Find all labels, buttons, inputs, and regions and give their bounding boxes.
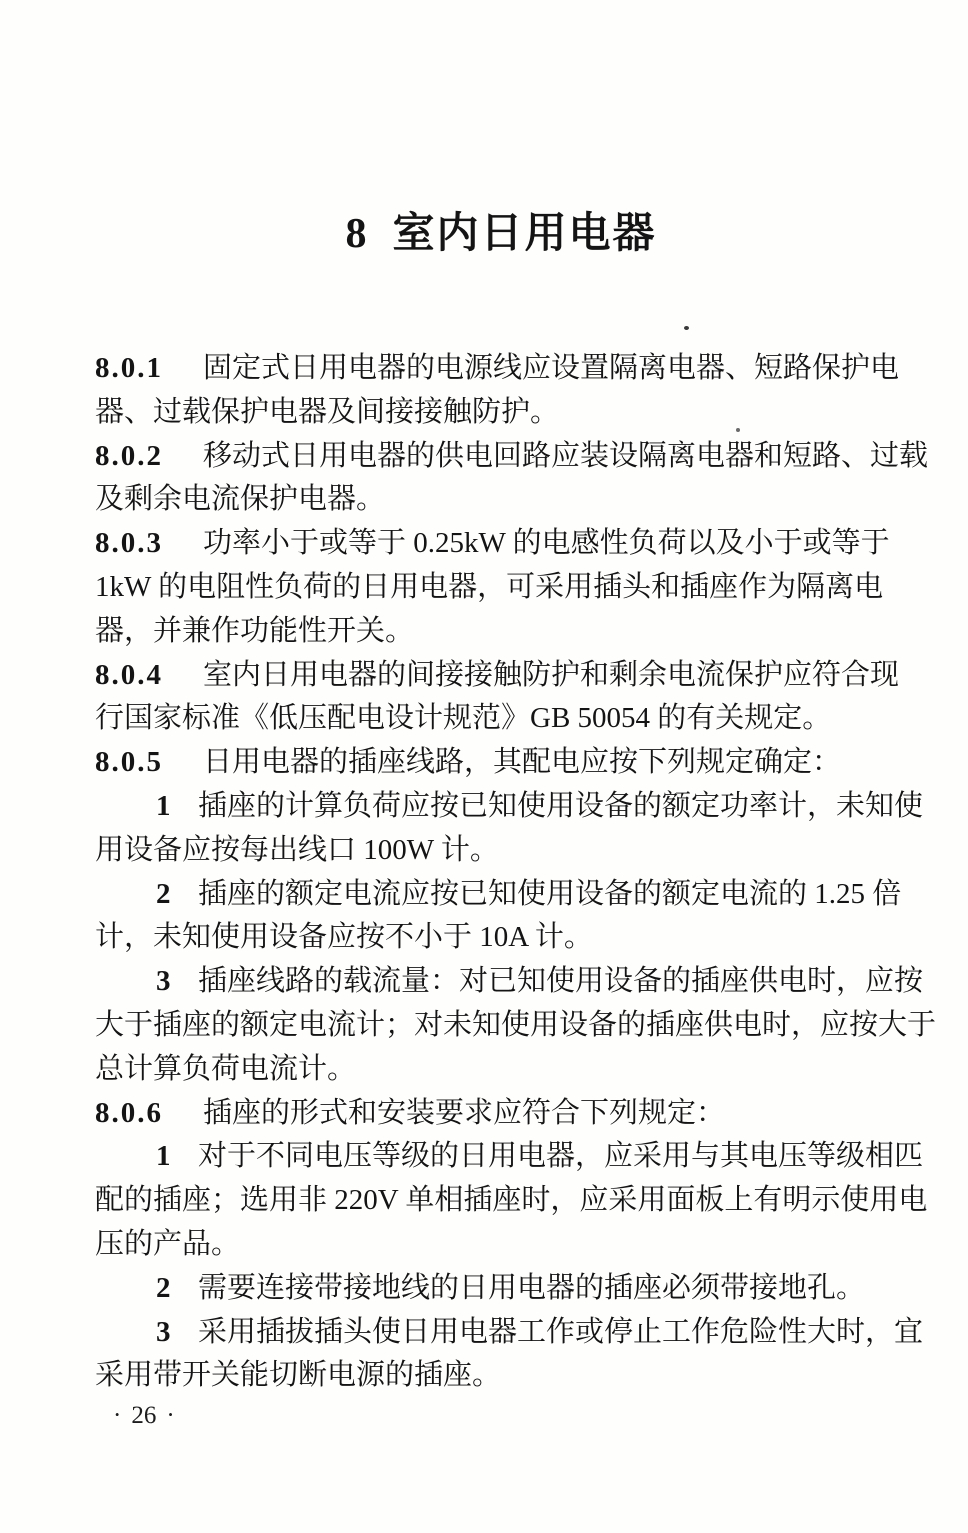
- clause-text: 行国家标准《低压配电设计规范》GB 50054 的有关规定。: [95, 702, 832, 735]
- page-number-footer: [113, 1399, 175, 1433]
- clause-8-0-4-cont: [95, 697, 915, 741]
- item-text: 采用插拔插头使日用电器工作或停止工作危险性大时，宜: [198, 1315, 924, 1348]
- clause-number: 8.0.6: [95, 1096, 163, 1129]
- item-text: 用设备应按每出线口 100W 计。: [95, 833, 499, 866]
- item-number: 2: [156, 1271, 171, 1304]
- clause-8-0-5-item-3-cont: [95, 1048, 915, 1092]
- clause-8-0-1-cont: [95, 391, 915, 435]
- clause-8-0-6: [95, 1092, 915, 1136]
- clause-8-0-1: [95, 347, 915, 391]
- clause-number: 8.0.4: [95, 658, 163, 691]
- footer-dot: ·: [113, 1402, 122, 1429]
- clause-number: 8.0.1: [95, 352, 163, 384]
- clause-text: 功率小于或等于 0.25kW 的电感性负荷以及小于或等于: [203, 527, 890, 560]
- clause-8-0-2-cont: [95, 478, 915, 522]
- clause-text: 日用电器的插座线路，其配电应按下列规定确定：: [203, 746, 842, 779]
- item-number: 3: [156, 1315, 171, 1348]
- clause-text: 器，并兼作功能性开关。: [95, 614, 415, 647]
- item-number: 1: [156, 789, 171, 822]
- page-number: 26: [131, 1402, 157, 1429]
- footer-dot: ·: [166, 1402, 175, 1429]
- clause-8-0-6-item-3-cont: [95, 1354, 915, 1398]
- item-text: 插座的计算负荷应按已知使用设备的额定功率计，未知使: [198, 789, 924, 822]
- item-text: 大于插座的额定电流计；对未知使用设备的插座供电时，应按大于: [95, 1008, 937, 1041]
- clause-8-0-5-item-1: [95, 785, 924, 829]
- clause-number: 8.0.5: [95, 746, 163, 779]
- clause-8-0-5-item-2: [95, 873, 915, 917]
- chapter-title-text: 室内日用电器: [392, 211, 657, 257]
- clause-number: 8.0.2: [95, 439, 163, 472]
- clause-text: 及剩余电流保护电器。: [95, 483, 386, 516]
- clause-8-0-3-cont: [95, 566, 915, 610]
- clause-8-0-6-item-2: [95, 1267, 915, 1311]
- clause-text: 移动式日用电器的供电回路应装设隔离电器和短路、过载: [203, 439, 929, 472]
- clause-text: 室内日用电器的间接接触防护和剩余电流保护应符合现: [203, 658, 900, 691]
- clause-8-0-6-item-1-cont: [95, 1179, 928, 1223]
- scan-artifact-speck: [684, 326, 689, 330]
- item-text: 总计算负荷电流计。: [95, 1052, 357, 1085]
- clause-8-0-2: [95, 435, 929, 479]
- clause-8-0-4: [95, 654, 915, 698]
- clause-8-0-6-item-1: [95, 1135, 924, 1179]
- item-text: 插座的额定电流应按已知使用设备的额定电流的 1.25 倍: [198, 877, 902, 910]
- clause-8-0-5-item-2-cont: [95, 916, 915, 960]
- clause-text: 器、过载保护电器及间接接触防护。: [95, 395, 560, 428]
- item-text: 对于不同电压等级的日用电器，应采用与其电压等级相匹: [198, 1140, 924, 1173]
- clause-number: 8.0.3: [95, 527, 163, 560]
- clause-8-0-6-item-1-cont: [95, 1223, 915, 1267]
- chapter-heading: [95, 204, 907, 264]
- item-text: 压的产品。: [95, 1227, 241, 1260]
- clause-text: 1kW 的电阻性负荷的日用电器，可采用插头和插座作为隔离电: [95, 570, 884, 603]
- clause-text-block: [95, 347, 937, 1398]
- clause-8-0-5-item-3-cont: [95, 1004, 937, 1048]
- clause-text: 固定式日用电器的电源线应设置隔离电器、短路保护电: [203, 352, 900, 384]
- clause-8-0-3-cont: [95, 610, 915, 654]
- item-number: 3: [156, 965, 171, 998]
- item-number: 1: [156, 1140, 171, 1173]
- clause-8-0-5-item-1-cont: [95, 829, 915, 873]
- chapter-number: 8: [345, 211, 367, 257]
- clause-text: 插座的形式和安装要求应符合下列规定：: [203, 1096, 726, 1129]
- item-text: 需要连接带接地线的日用电器的插座必须带接地孔。: [198, 1271, 866, 1304]
- item-text: 插座线路的载流量：对已知使用设备的插座供电时，应按: [198, 965, 924, 998]
- item-number: 2: [156, 877, 171, 910]
- clause-8-0-6-item-3: [95, 1311, 924, 1355]
- item-text: 配的插座；选用非 220V 单相插座时，应采用面板上有明示使用电: [95, 1184, 928, 1217]
- item-text: 采用带开关能切断电源的插座。: [95, 1359, 502, 1392]
- clause-8-0-3: [95, 522, 915, 566]
- item-text: 计，未知使用设备应按不小于 10A 计。: [95, 921, 593, 954]
- clause-8-0-5: [95, 741, 915, 785]
- clause-8-0-5-item-3: [95, 960, 924, 1004]
